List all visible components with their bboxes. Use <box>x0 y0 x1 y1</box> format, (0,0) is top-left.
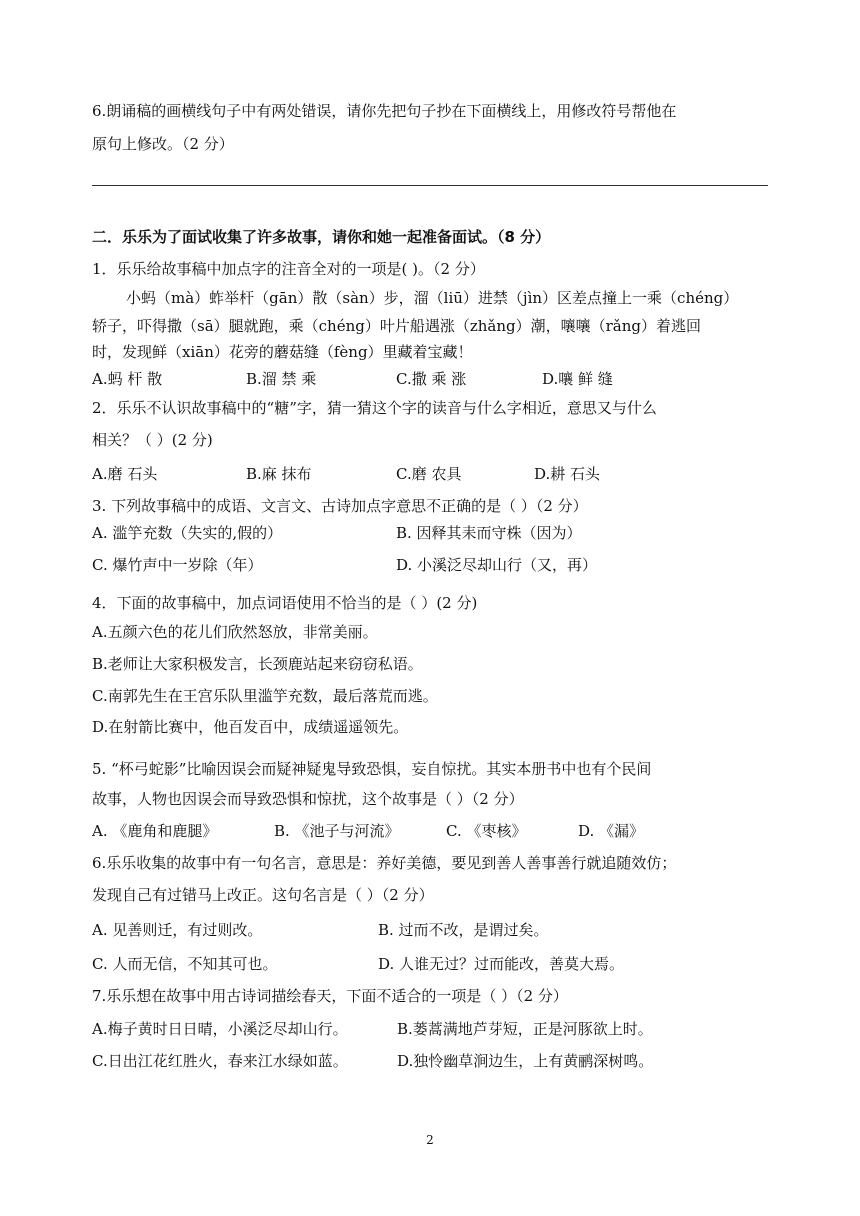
q3-option-c: C. 爆竹声中一岁除（年） <box>92 556 263 574</box>
q5-option-d: D. 《漏》 <box>578 822 645 840</box>
q2-option-b: B.麻 抹布 <box>246 465 312 483</box>
page-number: 2 <box>426 1133 434 1147</box>
q1-passage-line2: 轿子，吓得撒（sā）腿就跑，乘（chéng）叶片船遇涨（zhǎng）潮，嚷嚷（rǎng）着逃回 <box>92 317 701 335</box>
q6-option-b: B. 过而不改，是谓过矣。 <box>378 921 549 939</box>
q1-option-d: D.嚷 鲜 缝 <box>542 370 613 388</box>
q3-option-a: A. 滥竽充数（失实的,假的） <box>92 524 283 542</box>
q2-option-c: C.磨 农具 <box>396 465 462 483</box>
q1-passage-line3: 时，发现鲜（xiān）花旁的蘑菇缝（fèng）里藏着宝藏！ <box>92 343 473 361</box>
q4-stem: 4．下面的故事稿中，加点词语使用不恰当的是（ ）(2 分) <box>92 594 478 612</box>
q4-option-b: B.老师让大家积极发言，长颈鹿站起来窃窃私语。 <box>92 655 423 673</box>
q6-stem-line1: 6.乐乐收集的故事中有一句名言，意思是：养好美德，要见到善人善事善行就追随效仿； <box>92 854 677 872</box>
q4-option-d: D.在射箭比赛中，他百发百中，成绩遥遥领先。 <box>92 718 409 736</box>
q1-option-a: A.蚂 杆 散 <box>92 370 163 388</box>
q1-option-c: C.撒 乘 涨 <box>396 370 467 388</box>
section-heading: 二．乐乐为了面试收集了许多故事，请你和她一起准备面试。（8 分） <box>92 228 551 246</box>
q6-intro-line1: 6.朗诵稿的画横线句子中有两处错误，请你先把句子抄在下面横线上，用修改符号帮他在 <box>92 102 677 120</box>
q5-option-a: A. 《鹿角和鹿腿》 <box>92 822 218 840</box>
q6-option-d: D. 人谁无过？过而能改，善莫大焉。 <box>378 955 625 973</box>
q5-option-b: B. 《池子与河流》 <box>274 822 400 840</box>
q2-stem-line1: 2．乐乐不认识故事稿中的“糖”字，猜一猜这个字的读音与什么字相近，意思又与什么 <box>92 399 657 417</box>
q7-option-c: C.日出江花红胜火，春来江水绿如蓝。 <box>92 1052 348 1070</box>
q4-option-a: A.五颜六色的花儿们欣然怒放，非常美丽。 <box>92 623 378 641</box>
q7-option-a: A.梅子黄时日日晴，小溪泛尽却山行。 <box>92 1020 348 1038</box>
q3-stem: 3. 下列故事稿中的成语、文言文、古诗加点字意思不正确的是（ ）（2 分） <box>92 497 588 515</box>
q2-option-d: D.耕 石头 <box>534 465 601 483</box>
answer-line <box>92 185 768 186</box>
q7-option-d: D.独怜幽草涧边生，上有黄鹂深树鸣。 <box>397 1052 654 1070</box>
q6-option-a: A. 见善则迁，有过则改。 <box>92 921 263 939</box>
q2-stem-line2: 相关？（ ）(2 分) <box>92 431 213 449</box>
q5-stem-line1: 5. “杯弓蛇影”比喻因误会而疑神疑鬼导致恐惧，妄自惊扰。其实本册书中也有个民间 <box>92 760 652 778</box>
q2-option-a: A.磨 石头 <box>92 465 158 483</box>
q5-stem-line2: 故事，人物也因误会而导致恐惧和惊扰，这个故事是（ ）（2 分） <box>92 790 524 808</box>
q3-option-b: B. 因释其耒而守株（因为） <box>396 524 582 542</box>
q5-option-c: C. 《枣核》 <box>446 822 527 840</box>
q6-option-c: C. 人而无信，不知其可也。 <box>92 955 278 973</box>
q7-stem: 7.乐乐想在故事中用古诗词描绘春天，下面不适合的一项是（ ）（2 分） <box>92 987 568 1005</box>
q7-option-b: B.蒌蒿满地芦芽短，正是河豚欲上时。 <box>397 1020 653 1038</box>
q1-passage-line1: 小蚂（mà）蚱举杆（gān）散（sàn）步，溜（liū）进禁（jìn）区差点撞上一乘（chéng） <box>126 289 739 307</box>
q4-option-c: C.南郭先生在王宫乐队里滥竽充数，最后落荒而逃。 <box>92 687 438 705</box>
q3-option-d: D. 小溪泛尽却山行（又，再） <box>396 556 598 574</box>
q1-stem: 1．乐乐给故事稿中加点字的注音全对的一项是( )。（2 分） <box>92 260 485 278</box>
q6-intro-line2: 原句上修改。（2 分） <box>92 135 234 153</box>
q6-stem-line2: 发现自己有过错马上改正。这句名言是（ ）（2 分） <box>92 886 434 904</box>
q1-option-b: B.溜 禁 乘 <box>246 370 317 388</box>
